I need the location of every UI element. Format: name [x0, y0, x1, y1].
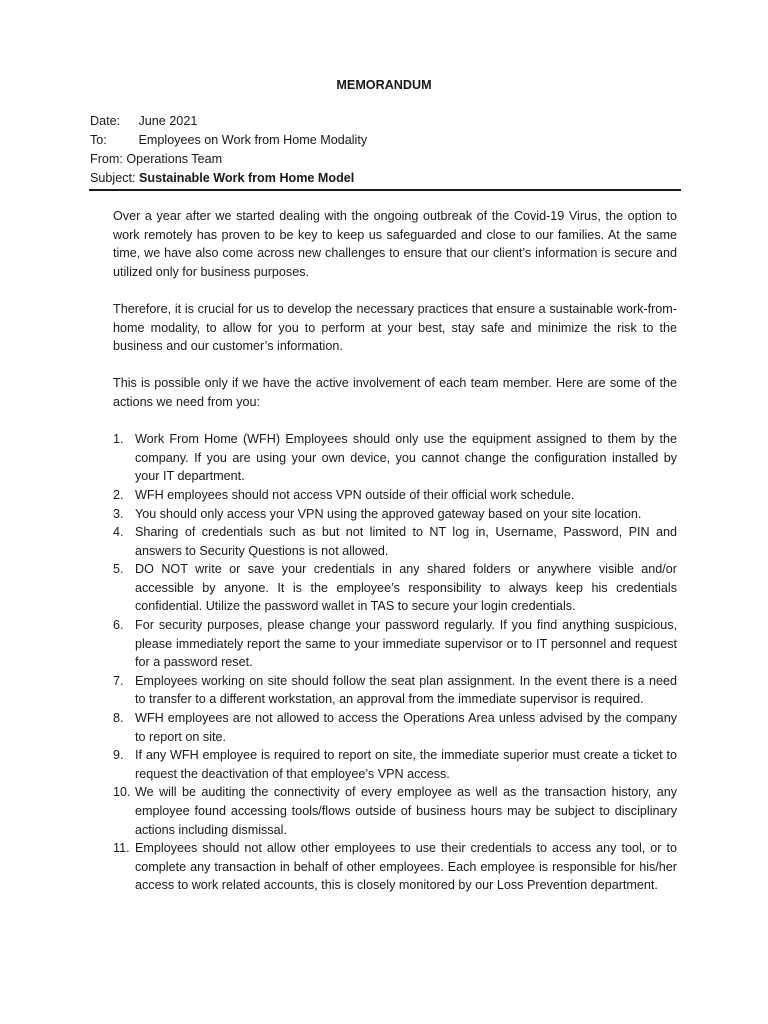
actions-list: [113, 430, 677, 895]
from-row: [90, 150, 682, 169]
to-label: To:: [90, 133, 107, 147]
paragraph-practices: Therefore, it is crucial for us to develop the necessary practices that ensure a sustainable work-from-home modality, to allow for you to perform at your best, stay safe and minimize the risk to the business and our customer’s information.: [113, 301, 677, 354]
list-item: [113, 839, 677, 895]
list-number: 1.: [113, 432, 124, 447]
list-item: [113, 672, 677, 709]
list-item-text: For security purposes, please change your password regularly. If you find anything suspicious, please immediately report the same to your immediate supervisor or to IT personnel and request for a password reset.: [135, 618, 677, 670]
list-item-text: WFH employees are not allowed to access the Operations Area unless advised by the company to report on site.: [135, 711, 677, 744]
paragraph-actions-intro: This is possible only if we have the active involvement of each team member. Here are some of the actions we need from you:: [113, 376, 677, 409]
list-item: [113, 560, 677, 616]
memo-body: [113, 207, 677, 895]
list-item-text: WFH employees should not access VPN outside of their official work schedule.: [135, 487, 575, 502]
list-number: 4.: [113, 525, 124, 540]
paragraph-intro: Over a year after we started dealing with the ongoing outbreak of the Covid-19 Virus, the option to work remotely has proven to be key to keep us safeguarded and close to our families. At the same time, we have also come across new challenges to ensure that our client’s information is secure and utilized only for business purposes.: [113, 209, 677, 279]
from-label: From:: [90, 152, 123, 166]
from-value: Operations Team: [126, 152, 223, 166]
list-number: 6.: [113, 618, 124, 633]
to-value: Employees on Work from Home Modality: [138, 133, 368, 147]
subject-label: Subject:: [90, 171, 136, 185]
list-item: [113, 486, 677, 505]
list-item-text: DO NOT write or save your credentials in any shared folders or anywhere visible and/or accessible by anyone. It is the employee’s responsibility to always keep his credentials confidential. Utilize the password wallet in TAS to secure your login credentials.: [135, 562, 677, 614]
list-item-text: We will be auditing the connectivity of every employee as well as the transaction history, any employee found accessing tools/flows outside of business hours may be subject to disciplinary actions including dismissal.: [135, 785, 677, 837]
subject-value: Sustainable Work from Home Model: [139, 171, 355, 185]
memo-title: MEMORANDUM: [336, 78, 432, 92]
header-divider: [89, 189, 681, 191]
list-number: 9.: [113, 748, 124, 763]
list-number: 7.: [113, 673, 124, 688]
list-number: 2.: [113, 487, 124, 502]
list-item-text: If any WFH employee is required to report on site, the immediate superior must create a ticket to request the deactivation of that employee’s VPN access.: [135, 748, 677, 781]
list-item-text: Employees should not allow other employees to use their credentials to access any tool, or to complete any transaction in behalf of other employees. Each employee is responsible for his/her access to work related accounts, this is closely monitored by our Loss Prevention department.: [135, 841, 677, 893]
list-number: 8.: [113, 711, 124, 726]
list-item: [113, 430, 677, 486]
list-item: [113, 709, 677, 746]
list-item: [113, 616, 677, 672]
list-item-text: Sharing of credentials such as but not limited to NT log in, Username, Password, PIN and answers to Security Questions is not allowed.: [135, 525, 677, 558]
list-item: [113, 523, 677, 560]
date-row: [90, 112, 682, 131]
list-item: [113, 783, 677, 839]
list-number: 10.: [113, 785, 131, 800]
list-number: 11.: [113, 841, 130, 856]
list-item-text: Work From Home (WFH) Employees should only use the equipment assigned to them by the company. If you are using your own device, you cannot change the configuration installed by your IT department.: [135, 432, 677, 484]
list-item: [113, 746, 677, 783]
subject-row: [90, 169, 682, 188]
date-value: June 2021: [138, 114, 198, 128]
list-item-text: You should only access your VPN using the approved gateway based on your site location.: [135, 506, 642, 521]
memo-header: [90, 112, 682, 188]
date-label: Date:: [90, 114, 121, 128]
list-number: 5.: [113, 562, 124, 577]
list-item-text: Employees working on site should follow the seat plan assignment. In the event there is a need to transfer to a different workstation, an approval from the immediate supervisor is required.: [135, 673, 677, 707]
to-row: [90, 131, 682, 150]
list-number: 3.: [113, 506, 124, 521]
list-item: [113, 505, 677, 524]
